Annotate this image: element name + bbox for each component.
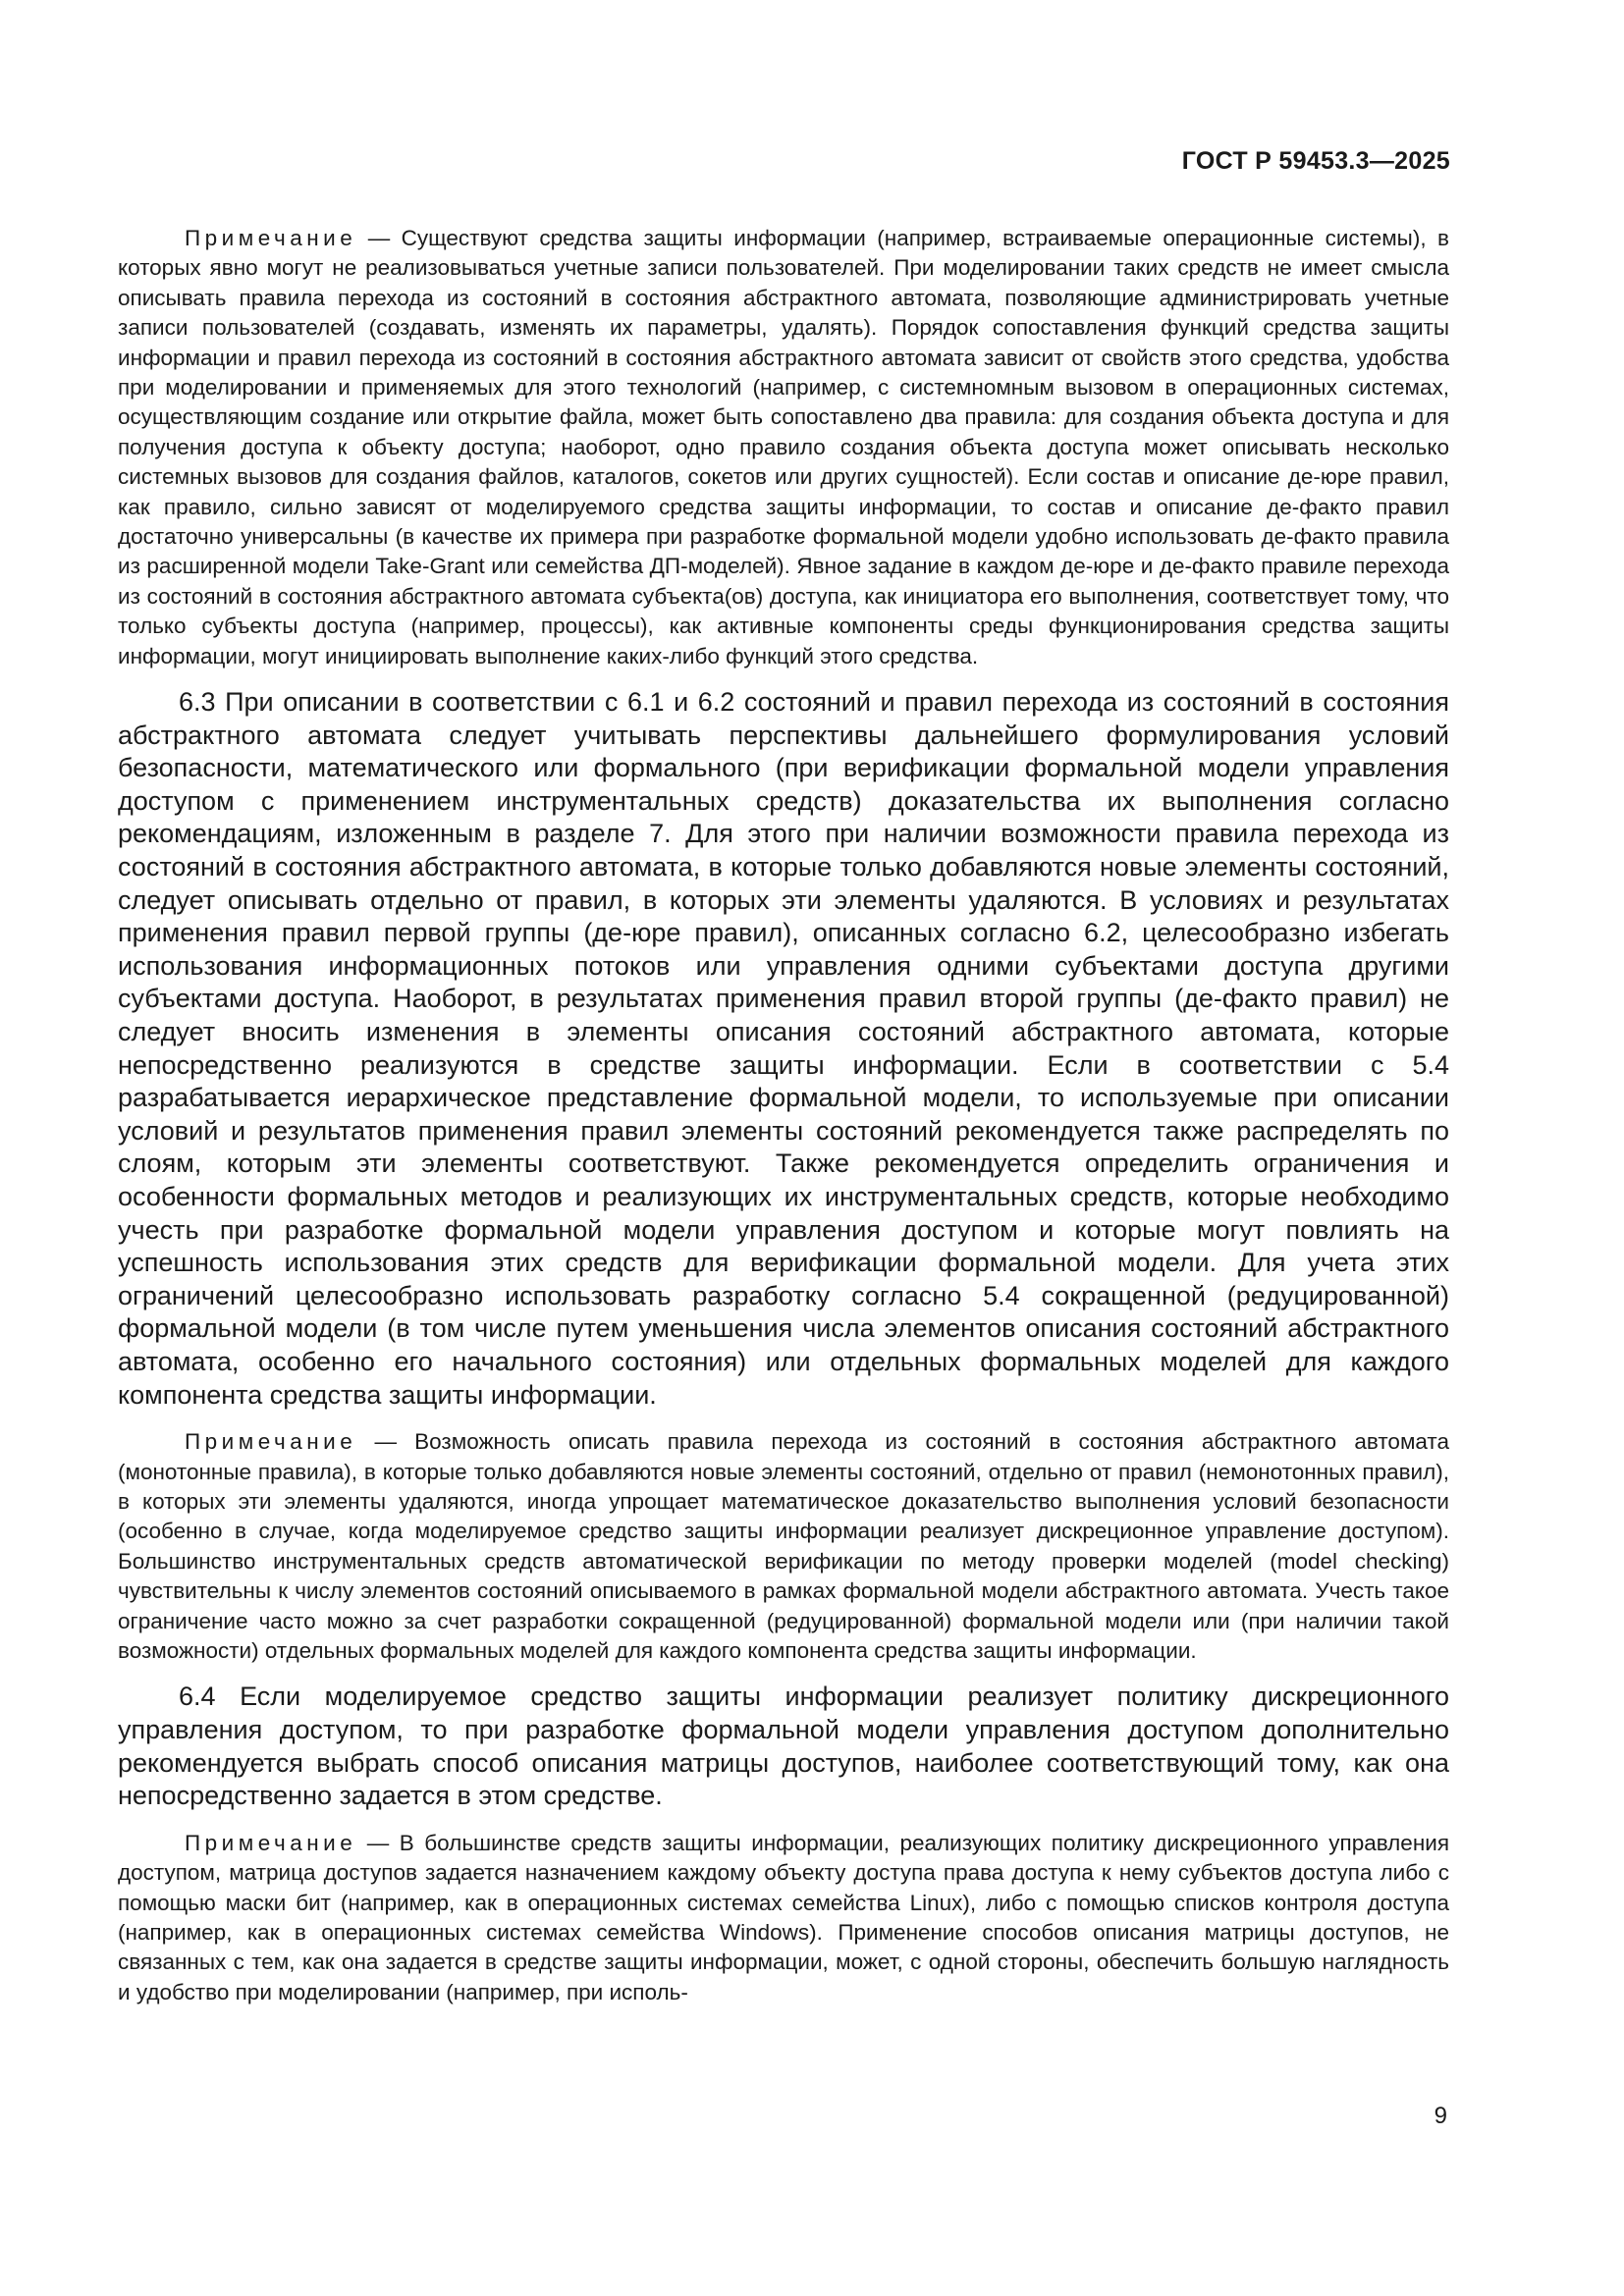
- clause-6-4: 6.4 Если моделируемое средство защиты информации реализует политику дискреционного управления доступом, то при разработке формальной модели управления доступом дополнительно рекомендуется выбрать способ описания матрицы доступов, наиболее соответствующий тому, как она непосредственно задается в этом средстве.: [118, 1682, 1449, 1811]
- note-text: — Существуют средства защиты информации (например, встраиваемые операционные системы), в которых явно могут не реализовываться учетные записи пользователей. При моделировании таких средств не имеет смысла описывать правила перехода из состояний в состояния абстрактного автомата, позволяющие администрировать учетные записи пользователей (создавать, изменять их параметры, удалять). Порядок сопоставления функций средства защиты информации и правил перехода из состояний в состояния абстрактного автомата зависит от свойств этого средства, удобства при моделировании и применяемых для этого технологий (например, с системномным вызовом в операционных системах, осуществляющим создание или открытие файла, может быть сопоставлено два правила: для создания объекта доступа и для получения доступа к объекту доступа; наоборот, одно правило создания объекта доступа может описывать несколько системных вызовов для создания файлов, каталогов, сокетов или других сущностей). Если состав и описание де-юре правил, как правило, сильно зависят от моделируемого средства защиты информации, то состав и описание де-факто правил достаточно универсальны (в качестве их примера при разработке формальной модели удобно использовать де-факто правила из расширенной модели Take-Grant или семейства ДП-моделей). Явное задание в каждом де-юре и де-факто правиле перехода из состояний в состояния абстрактного автомата субъекта(ов) доступа, как инициатора его выполнения, соответствует тому, что только субъекты доступа (например, процессы), как активные компоненты среды функционирования средства защиты информации, могут инициировать выполнение каких-либо функций этого средства.: [118, 226, 1449, 668]
- note-paragraph-3: [118, 1829, 1449, 2007]
- page-number: 9: [1434, 2103, 1447, 2129]
- document-body: [118, 224, 1449, 2022]
- note-text: — Возможность описать правила перехода из состояний в состояния абстрактного автомата (монотонные правила), в которые только добавляются новые элементы состояний, отдельно от правил (немонотонных правил), в которых эти элементы удаляются, иногда упрощает математическое доказательство выполнения условий безопасности (особенно в случае, когда моделируемое средство защиты информации реализует дискреционное управление доступом). Большинство инструментальных средств автоматической верификации по методу проверки моделей (model checking) чувствительны к числу элементов состояний описываемого в рамках формальной модели абстрактного автомата. Учесть такое ограничение часто можно за счет разработки сокращенной (редуцированной) формальной модели или (при наличии такой возможности) отдельных формальных моделей для каждого компонента средства защиты информации.: [118, 1429, 1449, 1663]
- clause-6-3: 6.3 При описании в соответствии с 6.1 и 6.2 состояний и правил перехода из состояний в состояния абстрактного автомата следует учитывать перспективы дальнейшего формулирования условий безопасности, математического или формального (при верификации формальной модели управления доступом с применением инструментальных средств) доказательства их выполнения согласно рекомендациям, изложенным в разделе 7. Для этого при наличии возможности правила перехода из состояний в состояния абстрактного автомата, в которые только добавляются новые элементы состояний, следует описывать отдельно от правил, в которых эти элементы удаляются. В условиях и результатах применения правил первой группы (де-юре правил), описанных согласно 6.2, целесообразно избегать использования информационных потоков или управления одними субъектами доступа другими субъектами доступа. Наоборот, в результатах применения правил второй группы (де-факто правил) не следует вносить изменения в элементы описания состояний абстрактного автомата, которые непосредственно реализуются в средстве защиты информации. Если в соответствии с 5.4 разрабатывается иерархическое представление формальной модели, то используемые при описании условий и результатов применения правил элементы состояний рекомендуется также распределять по слоям, которым эти элементы соответствуют. Также рекомендуется определить ограничения и особенности формальных методов и реализующих их инструментальных средств, которые необходимо учесть при разработке формальной модели управления доступом и которые могут повлиять на успешность использования этих средств для верификации формальной модели. Для учета этих ограничений целесообразно использовать разработку согласно 5.4 сокращенной (редуцированной) формальной модели (в том числе путем уменьшения числа элементов описания состояний абстрактного автомата, особенно его начального состояния) или отдельных формальных моделей для каждого компонента средства защиты информации.: [118, 687, 1449, 1410]
- note-label: Примечание: [185, 1429, 357, 1455]
- note-label: Примечание: [185, 1830, 357, 1855]
- note-paragraph-1: [118, 224, 1449, 671]
- note-paragraph-2: [118, 1427, 1449, 1666]
- document-header-standard-code: ГОСТ Р 59453.3—2025: [1181, 147, 1450, 175]
- note-text: — В большинстве средств защиты информации, реализующих политику дискреционного управления доступом, матрица доступов задается назначением каждому объекту доступа права доступа к нему субъектов доступа либо с помощью маски бит (например, как в операционных системах семейства Linux), либо с помощью списков контроля доступа (например, как в операционных системах семейства Windows). Применение способов описания матрицы доступов, не связанных с тем, как она задается в средстве защиты информации, может, с одной стороны, обеспечить большую наглядность и удобство при моделировании (например, при исполь-: [118, 1830, 1449, 2004]
- note-label: Примечание: [185, 226, 357, 250]
